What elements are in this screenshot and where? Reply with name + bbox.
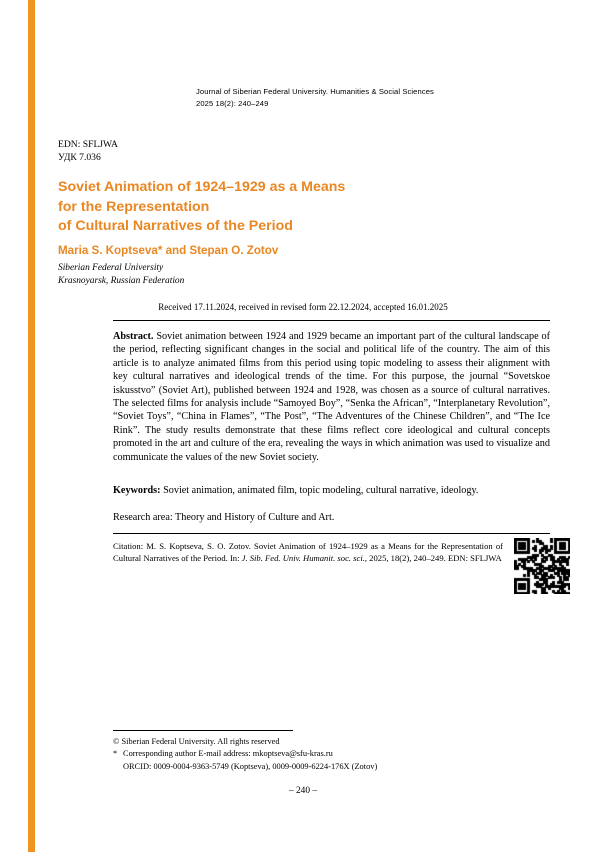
- research-area: Research area: Theory and History of Culture and Art.: [113, 512, 335, 523]
- footer-notes: [113, 736, 550, 773]
- divider-footer: [113, 730, 293, 731]
- citation-part-2: , 2025, 18(2), 240–249. EDN: SFLJWA: [364, 552, 502, 563]
- keywords-label: Keywords:: [113, 485, 161, 496]
- received-dates: Received 17.11.2024, received in revised form 22.12.2024, accepted 16.01.2025: [158, 302, 448, 312]
- abstract-label: Abstract.: [113, 331, 154, 342]
- abstract-text: Soviet animation between 1924 and 1929 became an important part of the cultural landscape of the period, reflecting significant changes in the social and political life of the country. The aim of this article is to analyze animated films from this period using topic modeling to assess their alignment with key cultural narratives and ideological trends of the time. For this purpose, the journal “Sovetskoe iskusstvo” (Soviet Art), published between 1924 and 1928, was chosen as a source of cultural narratives. The selected films for analysis include “Samoyed Boy”, “Senka the African”, “Interplanetary Revolution”, “Soviet Toys”, “China in Flames”, “The Post”, “The Adventures of the Chinese Children”, and “The Ice Rink”. The study results demonstrate that these films reflect core ideological and cultural concepts promoted in the art and culture of the era, revealing the ways in which animation was used to visualize and communicate the values of the new Soviet society.: [113, 331, 550, 463]
- citation-part-1: Citation: M. S. Koptseva, S. O. Zotov. Soviet Animation of 1924–1929 as a Means for the Representation of Cultural Narratives of the Period. In:: [113, 541, 503, 563]
- keywords-block: [113, 484, 550, 497]
- orcid-line: ORCID: 0009-0004-9363-5749 (Koptseva), 0009-0009-6224-176X (Zotov): [123, 761, 378, 771]
- abstract-block: [113, 330, 550, 464]
- article-title-line-3: of Cultural Narratives of the Period: [58, 218, 293, 234]
- divider-top: [113, 320, 550, 321]
- journal-title-line: Journal of Siberian Federal University. Humanities & Social Sciences: [196, 87, 434, 96]
- qr-code[interactable]: [514, 538, 570, 594]
- corresponding-author-line: [113, 748, 550, 760]
- corresponding-author-text: Corresponding author E-mail address: mkoptseva@sfu-kras.ru: [123, 749, 333, 759]
- journal-header: [196, 86, 548, 109]
- udk-code: УДК 7.036: [58, 152, 101, 163]
- affiliation-location: Krasnoyarsk, Russian Federation: [58, 276, 185, 286]
- article-title-line-1: Soviet Animation of 1924–1929 as a Means: [58, 179, 346, 195]
- citation-journal-italic: J. Sib. Fed. Univ. Humanit. soc. sci.: [241, 552, 365, 563]
- author-list: Maria S. Koptseva* and Stepan O. Zotov: [58, 244, 279, 257]
- keywords-text: Soviet animation, animated film, topic modeling, cultural narrative, ideology.: [160, 485, 479, 496]
- footnote-star: *: [113, 749, 118, 759]
- identifiers: [58, 138, 118, 164]
- copyright-line: © Siberian Federal University. All rights reserved: [113, 737, 280, 746]
- edn-code: EDN: SFLJWA: [58, 139, 118, 150]
- page-content: [58, 0, 548, 852]
- orange-edge-bar: [28, 0, 35, 852]
- citation-block: [113, 541, 503, 564]
- affiliation-institution: Siberian Federal University: [58, 263, 164, 273]
- page-number: – 240 –: [288, 786, 318, 796]
- divider-citation: [113, 533, 550, 534]
- article-title: [58, 178, 478, 237]
- affiliation: [58, 262, 184, 288]
- journal-issue-line: 2025 18(2): 240–249: [196, 98, 269, 108]
- qr-code-canvas: [514, 538, 570, 594]
- article-title-line-2: for the Representation: [58, 198, 210, 215]
